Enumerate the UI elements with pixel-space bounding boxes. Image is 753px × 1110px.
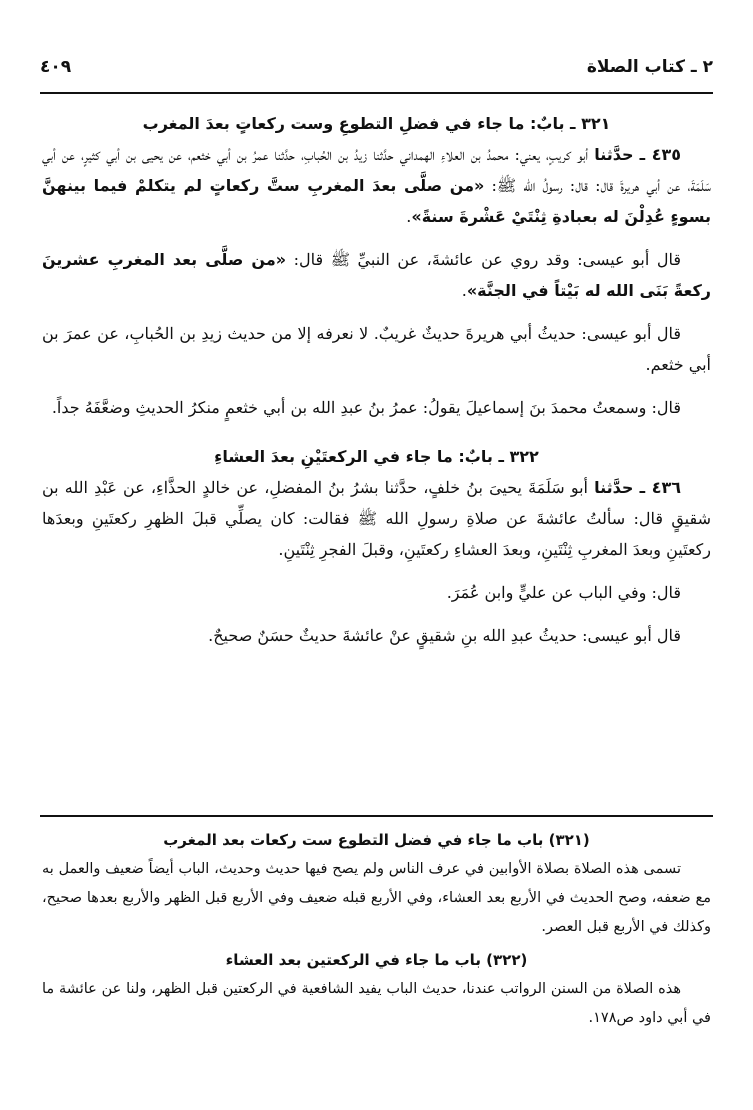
hadith-text: أبو سَلَمَةَ يحيىَ بنُ خلفٍ، حدَّثنا بشرُ بنُ المفضلِ، عن خالدٍ الحذَّاءِ، عن عَبْدِ الله بن شقيقٍ قال: سألتُ عائشةَ عن صلاةِ رسولِ الله ﷺ فقالت: كان يصلِّي قبلَ الظهرِ ركعتَينِ وبعدَها ركعتَينِ وبعدَ المغربِ ثِنْتَينِ، وبعدَ العشاءِ ركعتَينِ، وقبلَ الفجرِ ثِنْتَينِ. [42,478,711,559]
footnote-heading-321: (٣٢١) باب ما جاء في فضل التطوع ست ركعات بعد المغرب [163,831,590,849]
chapter-heading-321: ٣٢١ ـ بابٌ: ما جاء في فضلِ التطوعِ وست ركعاتٍ بعدَ المغرب [142,114,611,133]
paragraph-bukhari-note: قال: وسمعتُ محمدَ بنَ إسماعيلَ يقولُ: عمرُ بنُ عبدِ الله بن أبي خثعمٍ منكرُ الحديثِ وضعَّفَهُ جداً. [51,398,681,417]
paragraph-abu-isa-1: قال أبو عيسى: حديثُ أبي هريرةَ حديثٌ غريبٌ. لا نعرفه إلا من حديث زيدِ بن الحُبابِ، عن عمرَ بن أبي خثعم. [42,324,711,374]
footnotes [42,826,711,1033]
hadith-isnad: أبو كريبٍ، يعني: محمدُ بن العلاءِ الهمداني حدَّثنا زيدُ بن الحُبابِ، حدَّثنا عمرُ بن أبي خثعم، عن يحيى بن أبي كثيرٍ، عن أبي سَلَمَةَ، عن أبي هريرةَ قال: قال: رسولُ الله ﷺ: [42,145,711,195]
footnote-text-322: هذه الصلاة من السنن الرواتب عندنا، حديث الباب يفيد الشافعية في الركعتين قبل الظهر، ولنا عن عائشة ما في أبي داود ص١٧٨. [42,981,711,1026]
page-header [40,52,713,82]
paragraph-text: قال أبو عيسى: وقد روي عن عائشةَ، عن النبيِّ ﷺ قال: [293,250,681,269]
paragraph-aisha-narration: قال أبو عيسى: وقد روي عن عائشةَ، عن النبيِّ ﷺ قال: «من صلَّى بعد المغربِ عشرينَ ركعةً بَنَى الله له بَيْتاً في الجنَّة». [42,250,711,300]
footnote-text-321: تسمى هذه الصلاة بصلاة الأوابين في عرف الناس ولم يصح فيها حديث وحديث، الباب أيضاً ضعيف والعمل به مع ضعفه، وصح الحديث في الأربع بعد العشاء، وفي الأربع قبله ضعيف وفي الأربع قبل الظهر والأربع بعدها صحيح، وكذلك في الأربع قبل العصر. [42,861,711,935]
paragraph-quote: «من صلَّى بعد المغربِ عشرينَ ركعةً بَنَى الله له بَيْتاً في الجنَّة» [42,250,711,300]
hadith-number: ٤٣٦ ـ [639,478,681,497]
hadith-435: ٤٣٥ ـ حدَّثنا أبو كريبٍ، يعني: محمدُ بن العلاءِ الهمداني حدَّثنا زيدُ بن الحُبابِ، حدَّثنا عمرُ بن أبي خثعم، عن يحيى بن أبي كثيرٍ، عن أبي سَلَمَةَ، عن أبي هريرةَ قال: قال: رسولُ الله ﷺ: «من صلَّى بعدَ المغربِ ستَّ ركعاتٍ لم يتكلمْ فيما بينهنَّ بسوءٍ عُدِلْنَ له بعبادةِ ثِنْتَيْ عَشْرةَ سنةً». [42,145,711,226]
hadith-number: ٤٣٥ ـ [639,145,681,164]
hadith-matn: «من صلَّى بعدَ المغربِ ستَّ ركعاتٍ لم يتكلمْ فيما بينهنَّ بسوءٍ عُدِلْنَ له بعبادةِ ثِنْتَيْ عَشْرةَ سنةً» [42,176,711,226]
header-rule [40,92,713,94]
book-title: ٢ ـ كتاب الصلاة [586,57,713,77]
chapter-heading-322: ٣٢٢ ـ بابٌ: ما جاء في الركعتَيْنِ بعدَ العشاءِ [214,447,539,466]
footnote-rule [40,815,713,817]
page-number: ٤٠٩ [40,57,72,77]
hadith-436 [42,472,711,565]
paragraph-in-the-chapter: قال: وفي الباب عن عليٍّ وابن عُمَرَ. [446,583,681,602]
footnote-heading-322: (٣٢٢) باب ما جاء في الركعتين بعد العشاء [225,951,528,969]
paragraph-abu-isa-2: قال أبو عيسى: حديثُ عبدِ الله بنِ شقيقٍ عنْ عائشةَ حديثٌ حسَنٌ صحيحٌ. [208,626,681,645]
haddathana-label: حدَّثنا [594,145,634,164]
main-text [42,108,711,651]
haddathana-label: حدَّثنا [594,478,634,497]
